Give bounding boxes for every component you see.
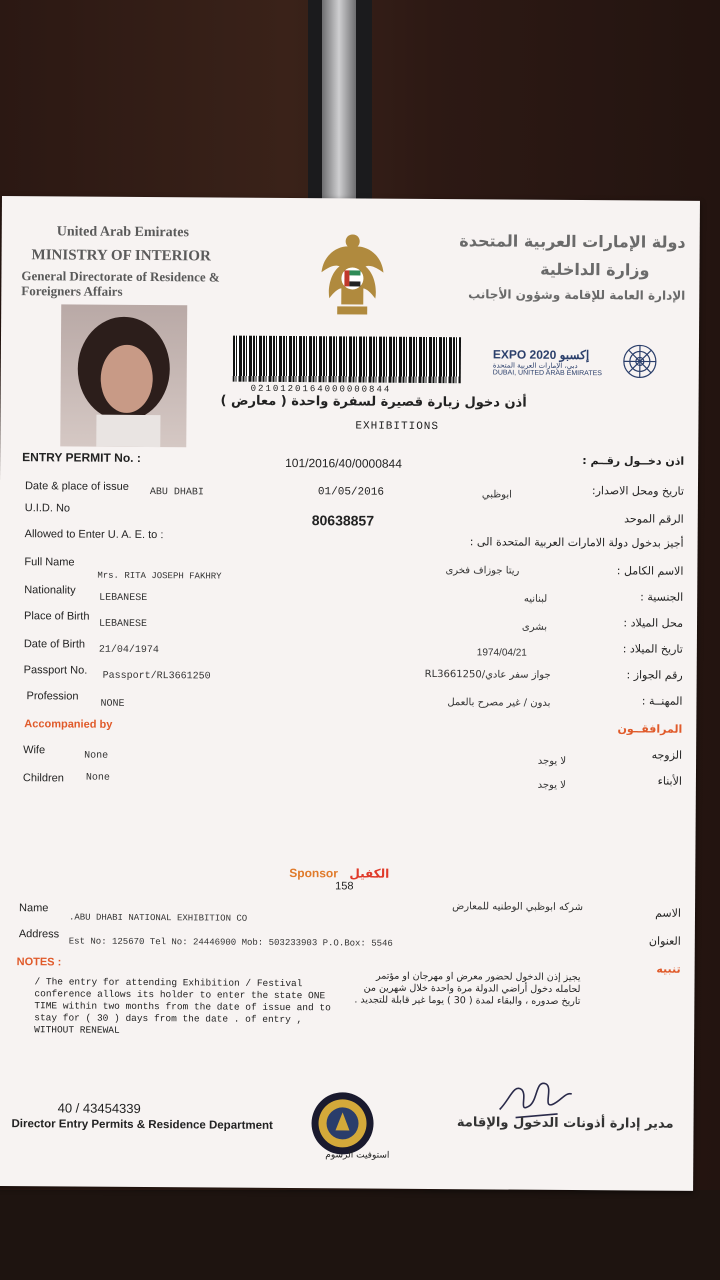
date-place-label-ar: تاريخ ومحل الاصدار: — [591, 484, 685, 498]
profession-label: Profession — [26, 690, 79, 703]
wife-label-ar: الزوجه — [651, 748, 683, 762]
passport-value-ar: جواز سفر عادي/RL3661250 — [424, 668, 551, 681]
wife-label: Wife — [23, 744, 46, 757]
notes-label: NOTES : — [16, 956, 62, 969]
uid-value: 80638857 — [311, 512, 375, 529]
issue-date: 01/05/2016 — [317, 486, 384, 499]
entry-permit-label: ENTRY PERMIT No. : — [22, 450, 141, 465]
header-directorate-en: General Directorate of Residence & Foreigners Affairs — [21, 268, 220, 299]
door-gap — [308, 0, 372, 210]
permit-barcode — [233, 336, 461, 384]
stamp-text: استوفيت الرسوم — [325, 1150, 390, 1161]
dob-label: Date of Birth — [23, 638, 86, 651]
permit-title-en: EXHIBITIONS — [355, 420, 440, 434]
passport-value: Passport/RL3661250 — [102, 670, 211, 683]
pob-value-ar: بشرى — [521, 621, 548, 633]
fullname-value: Mrs. RITA JOSEPH FAKHRY — [97, 570, 222, 582]
date-place-value: ABU DHABI — [149, 487, 204, 499]
header-country-ar: دولة الإمارات العربية المتحدة — [459, 231, 686, 252]
barcode-number: 0210120164000000844 — [250, 383, 392, 395]
entry-permit-document — [0, 196, 700, 1191]
footer-code: 40 / 43454339 — [57, 1100, 141, 1116]
expo-2020-logo — [493, 347, 613, 377]
header-country-en: United Arab Emirates — [56, 224, 190, 241]
date-place-value-ar: ابوظبي — [481, 489, 512, 501]
date-place-label: Date & place of issue — [24, 480, 129, 493]
notes-label-ar: تنبيه — [656, 962, 681, 976]
children-value-ar: لا يوجد — [537, 779, 566, 791]
accompanied-label: Accompanied by — [24, 718, 113, 731]
uid-label-ar: الرقم الموحد — [624, 512, 684, 526]
expo-title-ar: إكسبو — [559, 347, 590, 363]
sponsor-address-label: Address — [18, 928, 60, 941]
nationality-value: LEBANESE — [99, 592, 148, 605]
nationality-value-ar: لبنانيه — [523, 593, 548, 605]
entry-permit-label-ar: اذن دخــول رقــم : — [582, 454, 685, 468]
wife-value: None — [84, 750, 109, 762]
profession-value: NONE — [100, 698, 125, 710]
children-value: None — [85, 772, 110, 784]
expo-rosette-icon — [621, 342, 659, 380]
footer-department-ar: مدير إدارة أذونات الدخول والإقامة — [456, 1115, 674, 1132]
fullname-label-ar: الاسم الكامل : — [616, 564, 684, 578]
passport-label: Passport No. — [23, 664, 88, 677]
dob-value: 21/04/1974 — [98, 644, 159, 657]
nationality-label: Nationality — [24, 584, 76, 597]
sponsor-name-label: Name — [18, 902, 49, 915]
sponsor-label-ar: الكفيل — [349, 866, 390, 881]
sponsor-name-value-ar: شركه ابوظبي الوطنيه للمعارض — [452, 901, 584, 914]
fees-paid-stamp-icon — [309, 1090, 375, 1156]
children-label-ar: الأبناء — [657, 774, 682, 788]
accompanied-label-ar: المرافقــون — [617, 722, 683, 736]
background-floor — [0, 1190, 720, 1280]
nationality-label-ar: الجنسية : — [640, 590, 684, 604]
allowed-label: Allowed to Enter U. A. E. to : — [24, 528, 164, 542]
sponsor-number: 158 — [335, 880, 354, 893]
children-label: Children — [22, 772, 64, 785]
holder-photo — [60, 304, 187, 447]
profession-value-ar: بدون / غير مصرح بالعمل — [447, 697, 551, 709]
expo-subtitle-en: DUBAI, UNITED ARAB EMIRATES — [492, 369, 602, 378]
sponsor-address-label-ar: العنوان — [648, 934, 681, 948]
allowed-label-ar: أجيز بدخول دولة الامارات العربية المتحدة الى : — [469, 535, 684, 550]
entry-permit-number: 101/2016/40/0000844 — [285, 455, 402, 471]
notes-text-en: / The entry for attending Exhibition / Festival conference allows its holder to enter the state ONE TIME within two months from the date of issue and to stay for ( 30 ) days from the date . of entry , WITHOUT RENEWAL — [34, 976, 331, 1036]
permit-title-ar: أذن دخول زيارة قصيرة لسفرة واحدة ( معارض ) — [220, 393, 527, 411]
dob-value-ar: 1974/04/21 — [476, 647, 527, 659]
fullname-value-ar: ريتا جوزاف فخرى — [445, 565, 520, 577]
fullname-label: Full Name — [24, 556, 75, 569]
notes-text-ar: يجيز إذن الدخول لحضور معرض او مهرجان او مؤتمر لحامله دخول أراضي الدولة مرة واحدة خلال شهرين من تاريخ صدوره ، والبقاء لمدة ( 30 ) يوما غير قابلة للتجديد . — [354, 970, 581, 1008]
passport-label-ar: رقم الجواز : — [626, 668, 683, 682]
header-directorate-ar: الإدارة العامة للإقامة وشؤون الأجانب — [468, 287, 686, 303]
wife-value-ar: لا يوجد — [537, 755, 567, 767]
sponsor-address-value: Est No: 125670 Tel No: 24446900 Mob: 503233903 P.O.Box: 5546 — [68, 936, 393, 949]
pob-label-ar: محل الميلاد : — [623, 616, 684, 630]
expo-title-en: EXPO 2020 — [492, 347, 557, 362]
dob-label-ar: تاريخ الميلاد : — [622, 642, 683, 656]
pob-value: LEBANESE — [98, 618, 148, 631]
sponsor-name-label-ar: الاسم — [655, 906, 682, 920]
uid-label: U.I.D. No — [24, 502, 71, 515]
sponsor-label: Sponsor — [289, 866, 339, 881]
profession-label-ar: المهنــة : — [641, 694, 683, 708]
footer-department-en: Director Entry Permits & Residence Department — [11, 1118, 273, 1132]
expo-subtitle-ar: دبي، الإمارات العربية المتحدة — [492, 361, 578, 371]
header-ministry-en: MINISTRY OF INTERIOR — [31, 247, 211, 265]
sponsor-name-value: .ABU DHABI NATIONAL EXHIBITION CO — [68, 912, 248, 924]
header-ministry-ar: وزارة الداخلية — [540, 259, 650, 280]
pob-label: Place of Birth — [24, 610, 90, 623]
uae-emblem-icon — [317, 228, 388, 318]
